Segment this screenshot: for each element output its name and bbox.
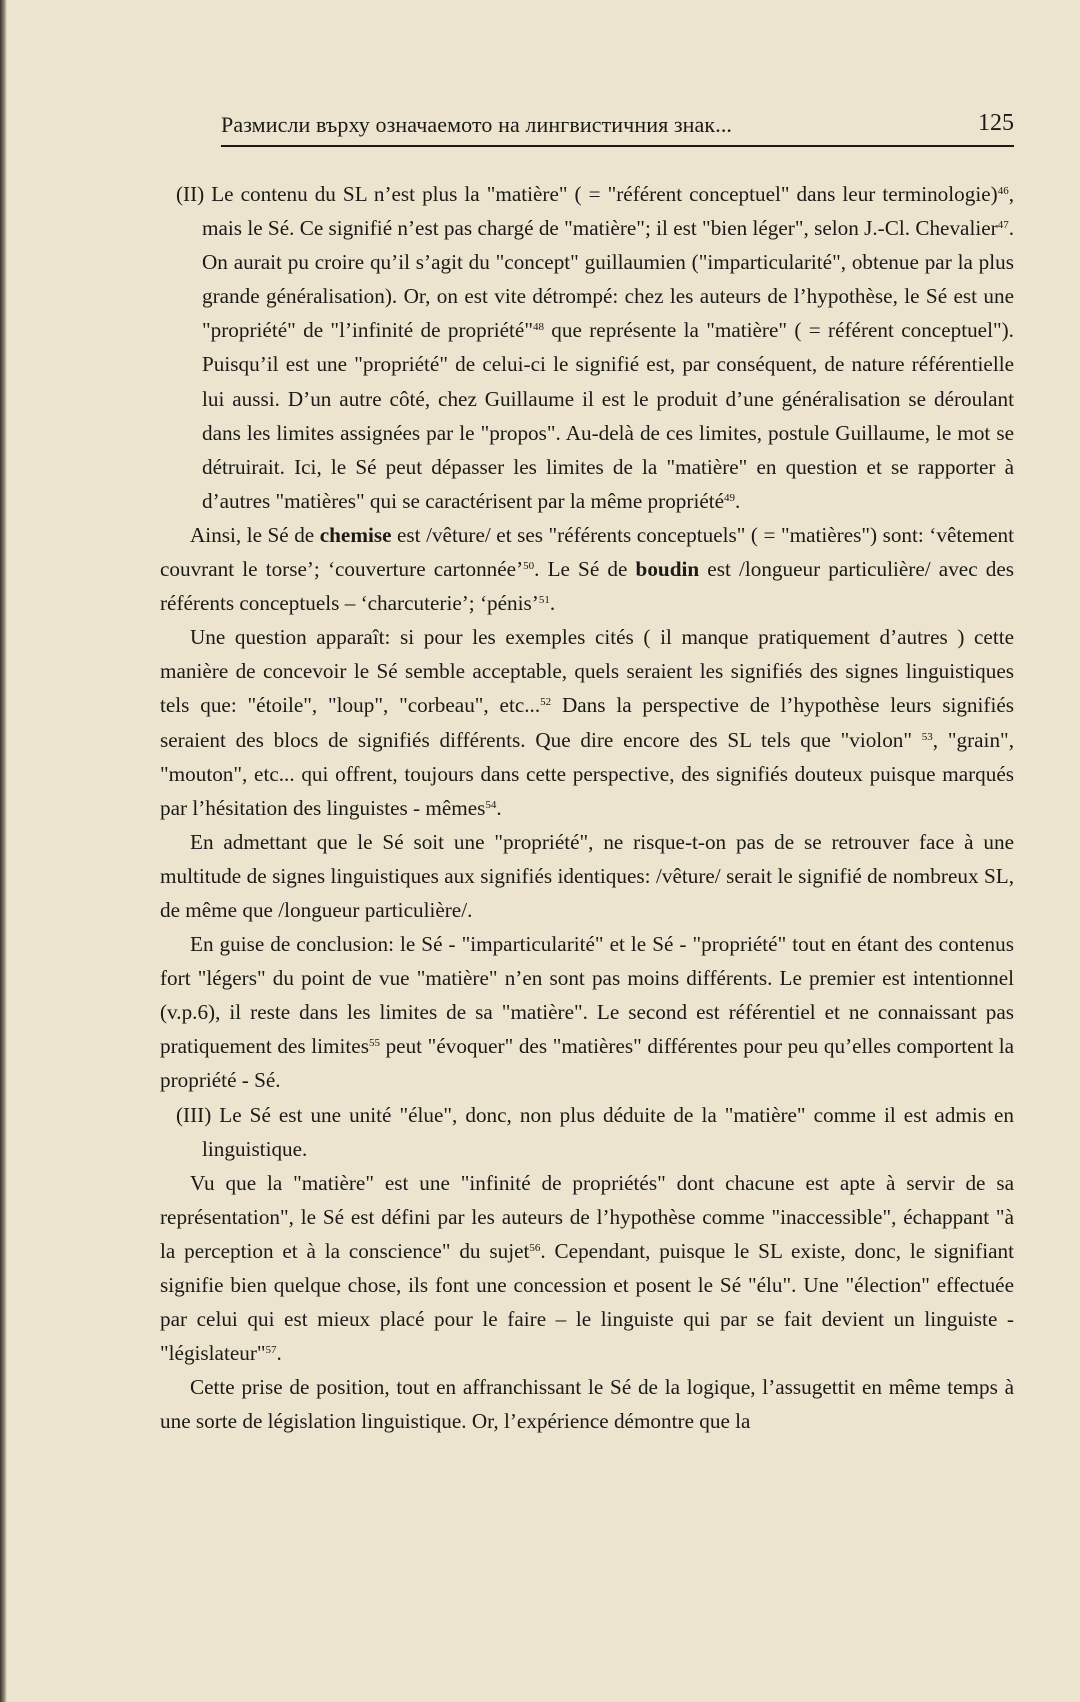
text-run: (III) Le Sé est une unité "élue", donc, non plus déduite de la "matière" comme il est admis en linguistique.: [176, 1102, 1014, 1161]
paragraph-point-iii: [160, 1098, 1014, 1166]
text-run: .: [496, 795, 502, 820]
text-run: Une question apparaît: si pour les exemples cités ( il manque pratiquement d’autres ) cette manière de concevoir le Sé semble acceptable, quels seraient les signifiés des signes linguistiques tels que: "étoile", "loup", "corbeau", etc...: [160, 625, 1014, 718]
running-header-title: Размисли върху означаемото на лингвистичния знак...: [221, 112, 733, 137]
footnote-marker: 52: [540, 696, 552, 709]
text-run: Ainsi, le Sé de: [190, 522, 320, 547]
text-run: .: [549, 591, 556, 616]
text-run: En guise de conclusion: le Sé - "imparticularité" et le Sé - "propriété" tout en étant des contenus fort "légers" du point de vue "matière" n’en sont pas moins différents. Le premier est intentionnel (v.p.6), il reste dans les limites de sa "matière". Le second est référentiel et ne connaissant pas pratiquement des limites: [160, 932, 1014, 1059]
footnote-marker: 51: [538, 593, 550, 606]
footnote-marker: 57: [265, 1344, 277, 1357]
text-run: que représente la "matière" ( = référent conceptuel"). Puisqu’il est une "propriété" de celui-ci le signifié est, par conséquent, de nature référentielle lui aussi. D’un autre côté, chez Guillaume il est le produit d’une généralisation se déroulant dans les limites assignées par le "propos". Au-delà de ces limites, postule Guillaume, le mot se détruirait. Ici, le Sé peut dépasser les limites de la "matière" en question et se rapporter à d’autres "matières" qui se caractérisent par la même propriété: [202, 318, 1014, 513]
page-number: 125: [978, 110, 1014, 136]
running-header: [221, 108, 1014, 146]
text-run: .: [276, 1341, 282, 1366]
text-run: Vu que la "matière" est une "infinité de propriétés" dont chacune est apte à servir de sa représentation", le Sé est défini par les auteurs de l’hypothèse comme "inaccessible", échappant "à la perception et à la conscience" du sujet: [160, 1170, 1014, 1263]
text-run: est /longueur particulière/ avec des référents conceptuels – ‘charcuterie’; ‘pénis’: [160, 557, 1014, 616]
paragraph-se-elu: [160, 1166, 1014, 1371]
footnote-marker: 53: [921, 730, 933, 743]
paragraph-chemise-boudin: [160, 518, 1014, 620]
paragraph-point-ii: [160, 177, 1014, 518]
text-run: .: [735, 488, 741, 513]
text-run: peut "évoquer" des "matières" différentes pour peu qu’elles comportent la propriété - Sé.: [160, 1034, 1014, 1093]
paragraph-propriete: [160, 825, 1014, 927]
body-text: [160, 177, 1014, 1438]
emphasized-word: boudin: [635, 557, 700, 582]
text-run: est /vêture/ et ses "référents conceptuels" ( = "matières") sont: ‘vêtement couvrant le torse’; ‘couverture cartonnée’: [160, 522, 1015, 582]
text-run: , mais le Sé. Ce signifié n’est pas chargé de "matière"; il est "bien léger", selon J.-Cl. Chevalier: [202, 182, 1014, 241]
footnote-marker: 49: [724, 491, 736, 504]
footnote-marker: 46: [997, 184, 1009, 197]
footnote-marker: 48: [532, 321, 544, 334]
footnote-marker: 50: [523, 559, 535, 572]
paragraph-question: [160, 620, 1014, 825]
text-run: . On aurait pu croire qu’il s’agit du "concept" guillaumien ("imparticularité", obtenue par la plus grande généralisation). Or, on est vite détrompé: chez les auteurs de l’hypothèse, le Sé est une "propriété" de "l’infinité de propriété": [202, 216, 1014, 343]
page-spine-shadow: [0, 0, 7, 1702]
footnote-marker: 56: [529, 1241, 541, 1254]
footnote-marker: 54: [485, 798, 497, 811]
text-run: . Le Sé de: [534, 557, 636, 582]
text-run: Dans la perspective de l’hypothèse leurs signifiés seraient des blocs de signifiés différents. Que dire encore des SL tels que "violon": [160, 693, 1014, 752]
text-run: . Cependant, puisque le SL existe, donc, le signifiant signifie bien quelque chose, ils font une concession et posent le Sé "élu". Une "élection" effectuée par celui qui est mieux placé pour le faire – le linguiste qui par se fait devient un linguiste - "législateur": [160, 1238, 1014, 1366]
text-run: (II) Le contenu du SL n’est plus la "matière" ( = "référent conceptuel" dans leur terminologie): [176, 182, 998, 206]
footnote-marker: 47: [997, 218, 1009, 231]
paragraph-prise-de-position: [160, 1370, 1014, 1438]
footnote-marker: 55: [368, 1037, 380, 1050]
emphasized-word: chemise: [319, 522, 392, 547]
header-rule: [221, 145, 1014, 147]
text-run: En admettant que le Sé soit une "propriété", ne risque-t-on pas de se retrouver face à une multitude de signes linguistiques aux signifiés identiques: /vêture/ serait le signifié de nombreux SL, de même que /longueur particulière/.: [160, 829, 1014, 922]
text-run: , "grain", "mouton", etc... qui offrent, toujours dans cette perspective, des signifiés douteux puisque marqués par l’hésitation des linguistes - mêmes: [160, 727, 1014, 820]
text-run: Cette prise de position, tout en affranchissant le Sé de la logique, l’assugettit en même temps à une sorte de législation linguistique. Or, l’expérience démontre que la: [160, 1375, 1014, 1434]
paragraph-conclusion: [160, 927, 1014, 1097]
